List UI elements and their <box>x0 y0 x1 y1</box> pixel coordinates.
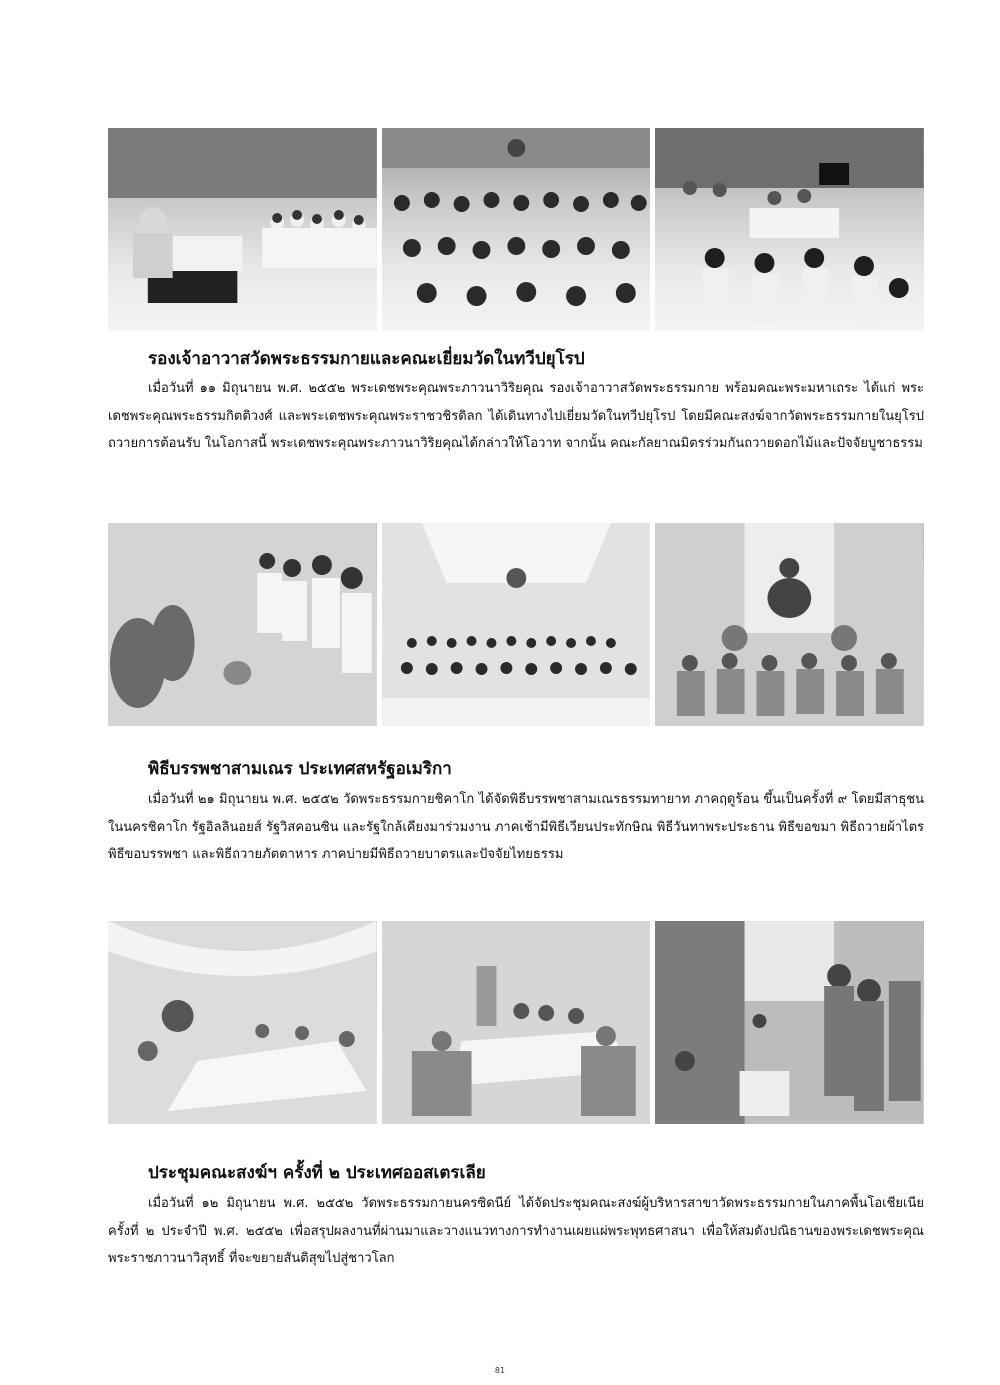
section-body-australia: เมื่อวันที่ ๑๒ มิถุนายน พ.ศ. ๒๕๕๒ วัดพระธรรมกายนครซิดนีย์ ได้จัดประชุมคณะสงฆ์ผู้บริหารสาขาวัดพระธรรมกายในภาคพื้นโอเชียเนีย ครั้งที่ ๒ ประจำปี พ.ศ. ๒๕๕๒ เพื่อสรุปผลงานที่ผ่านมาและวางแนวทางการทำงานเผยแผ่พระพุทธศาสนา เพื่อให้สมดังปณิธานของพระเดชพระคุณพระราชภาวนาวิสุทธิ์ ที่จะขยายสันติสุขไปสู่ชาวโลก <box>108 1196 924 1266</box>
photo-audience-praying <box>382 128 651 331</box>
photo-row-1 <box>108 128 924 331</box>
photo-street-alms <box>655 921 924 1124</box>
section-heading-europe: รองเจ้าอาวาสวัดพระธรรมกายและคณะเยี่ยมวัดในทวีปยุโรป <box>148 349 585 369</box>
photo-monk-teaching-hall <box>108 128 377 331</box>
section-heading-usa: พิธีบรรพชาสามเณร ประเทศสหรัฐอเมริกา <box>148 759 452 779</box>
page-number: 81 <box>494 1366 506 1375</box>
photo-buddha-statue-monks <box>655 523 924 726</box>
photo-temple-group <box>382 523 651 726</box>
section-body-usa: เมื่อวันที่ ๒๑ มิถุนายน พ.ศ. ๒๕๕๒ วัดพระธรรมกายชิคาโก ได้จัดพิธีบรรพชาสามเณรธรรมทายาท ภาคฤดูร้อน ขึ้นเป็นครั้งที่ ๙ โดยมีสาธุชนในนครชิคาโก รัฐอิลลินอยส์ รัฐวิสคอนซิน และรัฐใกล้เคียงมาร่วมงาน ภาคเช้ามีพิธีเวียนประทักษิณ พิธีวันทาพระประธาน พิธีขอขมา พิธีถวายผ้าไตร พิธีขอบรรพชา และพิธีถวายภัตตาหาร ภาคบ่ายมีพิธีถวายบาตรและปัจจัยไทยธรรม <box>108 792 924 862</box>
photo-ordination-kneeling <box>108 523 377 726</box>
photo-monks-meeting-room <box>655 128 924 331</box>
photo-row-3 <box>108 921 924 1124</box>
photo-meeting-table <box>108 921 377 1124</box>
section-body-europe: เมื่อวันที่ ๑๑ มิถุนายน พ.ศ. ๒๕๕๒ พระเดชพระคุณพระภาวนาวิริยคุณ รองเจ้าอาวาสวัดพระธรรมกาย พร้อมคณะพระมหาเถระ ได้แก่ พระเดชพระคุณพระธรรมกิตติวงศ์ และพระเดชพระคุณพระราชวชิรดิลก ได้เดินทางไปเยี่ยมวัดในทวีปยุโรป โดยมีคณะสงฆ์จากวัดพระธรรมกายในยุโรปถวายการต้อนรับ ในโอกาสนี้ พระเดชพระคุณพระภาวนาวิริยคุณได้กล่าวให้โอวาท จากนั้น คณะกัลยาณมิตรร่วมกันถวายดอกไม้และปัจจัยบูชาธรรม <box>108 381 924 451</box>
photo-conference-room <box>382 921 651 1124</box>
section-heading-australia: ประชุมคณะสงฆ์ฯ ครั้งที่ ๒ ประเทศออสเตรเลีย <box>148 1163 486 1183</box>
photo-row-2 <box>108 523 924 726</box>
